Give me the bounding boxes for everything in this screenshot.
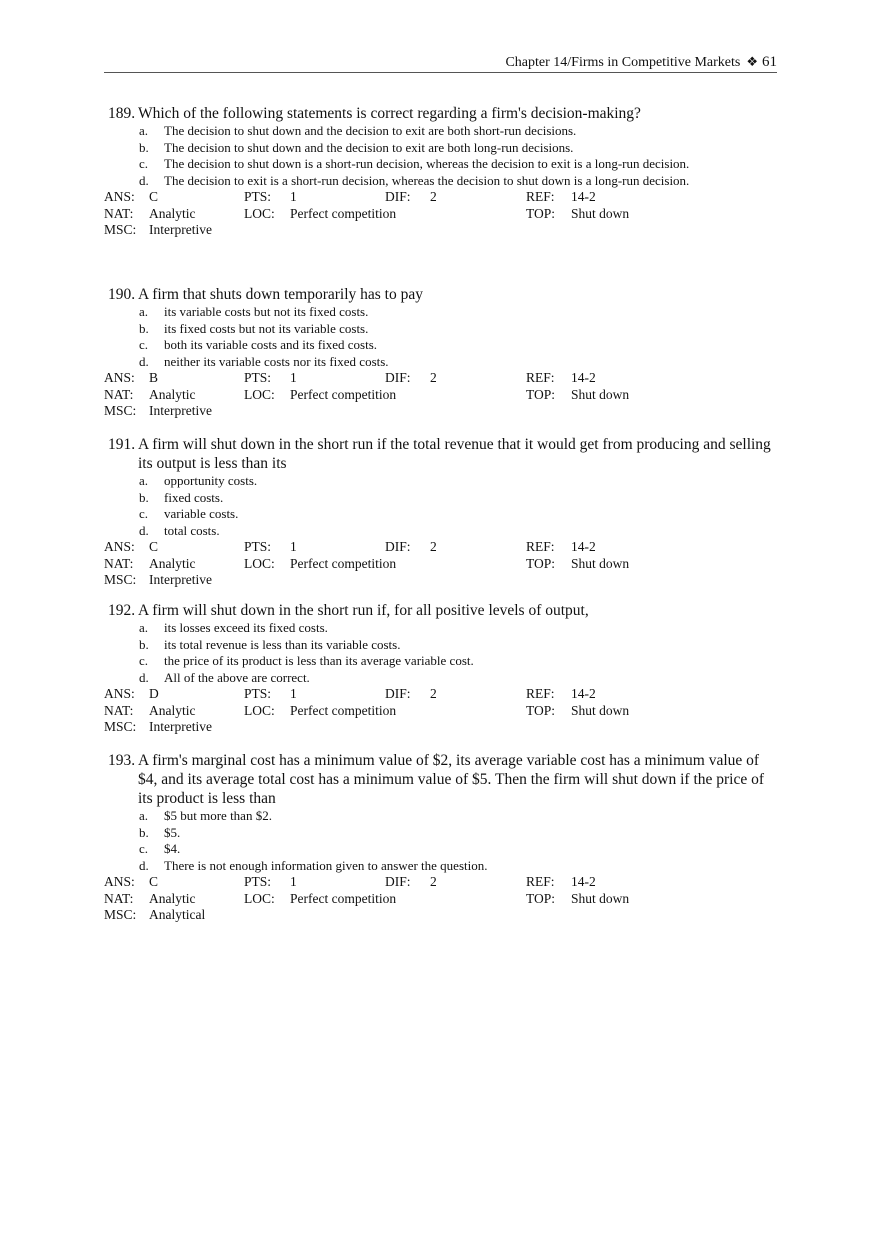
question-stem bbox=[104, 601, 780, 620]
choice-a bbox=[104, 620, 780, 637]
dif-label: DIF: bbox=[385, 874, 411, 889]
choice-letter: d. bbox=[139, 857, 149, 873]
question-stem bbox=[104, 285, 780, 304]
question-number: 191. bbox=[108, 436, 136, 453]
ans-label: ANS: bbox=[104, 370, 135, 385]
answer-metadata bbox=[104, 539, 780, 589]
choice-letter: b. bbox=[139, 824, 149, 840]
pts-value: 1 bbox=[290, 189, 297, 204]
question-text: A firm's marginal cost has a minimum value of $2, its average variable cost has a minimum value of $4, and its average total cost has a minimum value of $5. Then the firm will shut down if the price of its product is less than bbox=[138, 752, 765, 807]
choice-text: its losses exceed its fixed costs. bbox=[164, 620, 328, 635]
top-label: TOP: bbox=[526, 205, 556, 221]
msc-value: Interpretive bbox=[149, 719, 212, 734]
dif-value: 2 bbox=[430, 370, 437, 385]
choice-a bbox=[104, 473, 780, 490]
question-text: A firm that shuts down temporarily has to pay bbox=[138, 286, 423, 303]
choice-text: $5 but more than $2. bbox=[164, 808, 272, 823]
answer-metadata bbox=[104, 874, 780, 924]
nat-value: Analytic bbox=[149, 890, 196, 906]
ref-label: REF: bbox=[526, 539, 555, 554]
question-text: A firm will shut down in the short run if the total revenue that it would get from producing and selling its output is less than its bbox=[138, 436, 771, 472]
nat-label: NAT: bbox=[104, 890, 134, 906]
header-rule bbox=[104, 72, 777, 73]
ref-label: REF: bbox=[526, 686, 555, 701]
msc-label: MSC: bbox=[104, 572, 137, 587]
choice-text: The decision to exit is a short-run decision, whereas the decision to shut down is a long-run decision. bbox=[164, 172, 690, 188]
loc-value: Perfect competition bbox=[290, 555, 397, 571]
ref-label: REF: bbox=[526, 189, 555, 204]
dif-value: 2 bbox=[430, 539, 437, 554]
choice-text: opportunity costs. bbox=[164, 473, 258, 488]
loc-value: Perfect competition bbox=[290, 890, 397, 906]
question-number: 192. bbox=[108, 602, 136, 619]
question-191 bbox=[104, 435, 780, 589]
choice-letter: a. bbox=[139, 473, 149, 488]
ref-value: 14-2 bbox=[571, 189, 596, 204]
choice-text: $5. bbox=[164, 824, 181, 840]
question-stem bbox=[104, 751, 780, 808]
choice-text: neither its variable costs nor its fixed costs. bbox=[164, 353, 389, 369]
nat-label: NAT: bbox=[104, 205, 134, 221]
top-label: TOP: bbox=[526, 555, 556, 571]
choice-text: $4. bbox=[164, 841, 181, 856]
loc-label: LOC: bbox=[244, 702, 275, 718]
choice-d bbox=[104, 670, 780, 687]
choice-a bbox=[104, 304, 780, 321]
question-number: 189. bbox=[108, 105, 136, 122]
choice-letter: a. bbox=[139, 304, 149, 319]
question-190 bbox=[104, 285, 780, 420]
ref-value: 14-2 bbox=[571, 874, 596, 889]
choice-letter: c. bbox=[139, 841, 149, 856]
choice-letter: b. bbox=[139, 139, 149, 155]
top-value: Shut down bbox=[571, 386, 630, 402]
choice-letter: b. bbox=[139, 320, 149, 336]
ref-value: 14-2 bbox=[571, 686, 596, 701]
question-text: Which of the following statements is correct regarding a firm's decision-making? bbox=[138, 105, 641, 122]
choice-letter: a. bbox=[139, 808, 149, 823]
choice-letter: c. bbox=[139, 156, 149, 171]
loc-value: Perfect competition bbox=[290, 205, 397, 221]
ans-label: ANS: bbox=[104, 539, 135, 554]
choice-list bbox=[104, 808, 780, 874]
page-number: 61 bbox=[762, 54, 777, 70]
dif-value: 2 bbox=[430, 686, 437, 701]
choice-letter: c. bbox=[139, 506, 149, 521]
pts-label: PTS: bbox=[244, 874, 272, 889]
loc-value: Perfect competition bbox=[290, 702, 397, 718]
pts-value: 1 bbox=[290, 539, 297, 554]
choice-letter: b. bbox=[139, 489, 149, 505]
dif-label: DIF: bbox=[385, 189, 411, 204]
msc-label: MSC: bbox=[104, 222, 137, 237]
ans-label: ANS: bbox=[104, 189, 135, 204]
choice-a bbox=[104, 123, 780, 140]
choice-c bbox=[104, 841, 780, 858]
choice-text: both its variable costs and its fixed costs. bbox=[164, 337, 378, 352]
top-value: Shut down bbox=[571, 205, 630, 221]
choice-c bbox=[104, 506, 780, 523]
question-stem bbox=[104, 435, 780, 473]
loc-label: LOC: bbox=[244, 205, 275, 221]
choice-letter: c. bbox=[139, 653, 149, 668]
pts-value: 1 bbox=[290, 370, 297, 385]
choice-d bbox=[104, 354, 780, 371]
pts-label: PTS: bbox=[244, 539, 272, 554]
pts-value: 1 bbox=[290, 874, 297, 889]
choice-text: fixed costs. bbox=[164, 489, 224, 505]
choice-b bbox=[104, 825, 780, 842]
choice-list bbox=[104, 123, 780, 189]
msc-label: MSC: bbox=[104, 907, 137, 922]
nat-label: NAT: bbox=[104, 386, 134, 402]
choice-b bbox=[104, 490, 780, 507]
msc-value: Analytical bbox=[149, 907, 206, 922]
ans-value: C bbox=[149, 539, 159, 554]
choice-text: its variable costs but not its fixed costs. bbox=[164, 304, 369, 319]
dif-label: DIF: bbox=[385, 539, 411, 554]
nat-value: Analytic bbox=[149, 702, 196, 718]
choice-c bbox=[104, 337, 780, 354]
nat-value: Analytic bbox=[149, 386, 196, 402]
choice-letter: b. bbox=[139, 636, 149, 652]
loc-label: LOC: bbox=[244, 890, 275, 906]
loc-label: LOC: bbox=[244, 386, 275, 402]
ans-value: D bbox=[149, 686, 159, 701]
choice-text: its fixed costs but not its variable costs. bbox=[164, 320, 369, 336]
question-193 bbox=[104, 751, 780, 924]
ans-value: B bbox=[149, 370, 159, 385]
top-value: Shut down bbox=[571, 890, 630, 906]
choice-text: the price of its product is less than its average variable cost. bbox=[164, 653, 474, 668]
answer-metadata bbox=[104, 686, 780, 736]
choice-c bbox=[104, 653, 780, 670]
nat-value: Analytic bbox=[149, 555, 196, 571]
ans-value: C bbox=[149, 189, 159, 204]
pts-value: 1 bbox=[290, 686, 297, 701]
choice-d bbox=[104, 173, 780, 190]
top-value: Shut down bbox=[571, 702, 630, 718]
choice-letter: c. bbox=[139, 337, 149, 352]
top-label: TOP: bbox=[526, 890, 556, 906]
choice-list bbox=[104, 304, 780, 370]
dif-value: 2 bbox=[430, 189, 437, 204]
choice-d bbox=[104, 858, 780, 875]
top-label: TOP: bbox=[526, 386, 556, 402]
loc-label: LOC: bbox=[244, 555, 275, 571]
question-192 bbox=[104, 601, 780, 736]
ans-label: ANS: bbox=[104, 686, 135, 701]
choice-text: The decision to shut down and the decision to exit are both short-run decisions. bbox=[164, 123, 577, 138]
choice-d bbox=[104, 523, 780, 540]
msc-label: MSC: bbox=[104, 403, 137, 418]
choice-text: All of the above are correct. bbox=[164, 669, 310, 685]
ref-label: REF: bbox=[526, 370, 555, 385]
choice-b bbox=[104, 321, 780, 338]
answer-metadata bbox=[104, 189, 780, 239]
msc-value: Interpretive bbox=[149, 222, 212, 237]
ref-label: REF: bbox=[526, 874, 555, 889]
choice-list bbox=[104, 473, 780, 539]
msc-value: Interpretive bbox=[149, 403, 212, 418]
choice-letter: a. bbox=[139, 620, 149, 635]
dif-label: DIF: bbox=[385, 686, 411, 701]
question-text: A firm will shut down in the short run if, for all positive levels of output, bbox=[138, 602, 589, 619]
top-label: TOP: bbox=[526, 702, 556, 718]
choice-b bbox=[104, 637, 780, 654]
loc-value: Perfect competition bbox=[290, 386, 397, 402]
ref-value: 14-2 bbox=[571, 370, 596, 385]
question-number: 190. bbox=[108, 286, 136, 303]
msc-value: Interpretive bbox=[149, 572, 212, 587]
answer-metadata bbox=[104, 370, 780, 420]
nat-value: Analytic bbox=[149, 205, 196, 221]
running-header bbox=[104, 52, 777, 73]
ans-value: C bbox=[149, 874, 159, 889]
top-value: Shut down bbox=[571, 555, 630, 571]
diamond-separator-icon: ❖ bbox=[746, 55, 758, 70]
pts-label: PTS: bbox=[244, 686, 272, 701]
pts-label: PTS: bbox=[244, 370, 272, 385]
question-number: 193. bbox=[108, 752, 136, 769]
choice-b bbox=[104, 140, 780, 157]
choice-list bbox=[104, 620, 780, 686]
choice-a bbox=[104, 808, 780, 825]
question-189 bbox=[104, 104, 780, 239]
choice-text: The decision to shut down and the decision to exit are both long-run decisions. bbox=[164, 139, 574, 155]
msc-label: MSC: bbox=[104, 719, 137, 734]
choice-text: The decision to shut down is a short-run decision, whereas the decision to exit is a long-run decision. bbox=[164, 156, 690, 171]
dif-value: 2 bbox=[430, 874, 437, 889]
choice-text: There is not enough information given to answer the question. bbox=[164, 857, 488, 873]
choice-text: total costs. bbox=[164, 522, 220, 538]
choice-letter: d. bbox=[139, 172, 149, 188]
choice-letter: d. bbox=[139, 353, 149, 369]
pts-label: PTS: bbox=[244, 189, 272, 204]
choice-letter: d. bbox=[139, 669, 149, 685]
question-stem bbox=[104, 104, 780, 123]
ans-label: ANS: bbox=[104, 874, 135, 889]
ref-value: 14-2 bbox=[571, 539, 596, 554]
choice-text: variable costs. bbox=[164, 506, 239, 521]
choice-text: its total revenue is less than its variable costs. bbox=[164, 636, 401, 652]
running-title: Chapter 14/Firms in Competitive Markets bbox=[505, 55, 741, 70]
choice-letter: a. bbox=[139, 123, 149, 138]
choice-c bbox=[104, 156, 780, 173]
dif-label: DIF: bbox=[385, 370, 411, 385]
nat-label: NAT: bbox=[104, 702, 134, 718]
nat-label: NAT: bbox=[104, 555, 134, 571]
choice-letter: d. bbox=[139, 522, 149, 538]
